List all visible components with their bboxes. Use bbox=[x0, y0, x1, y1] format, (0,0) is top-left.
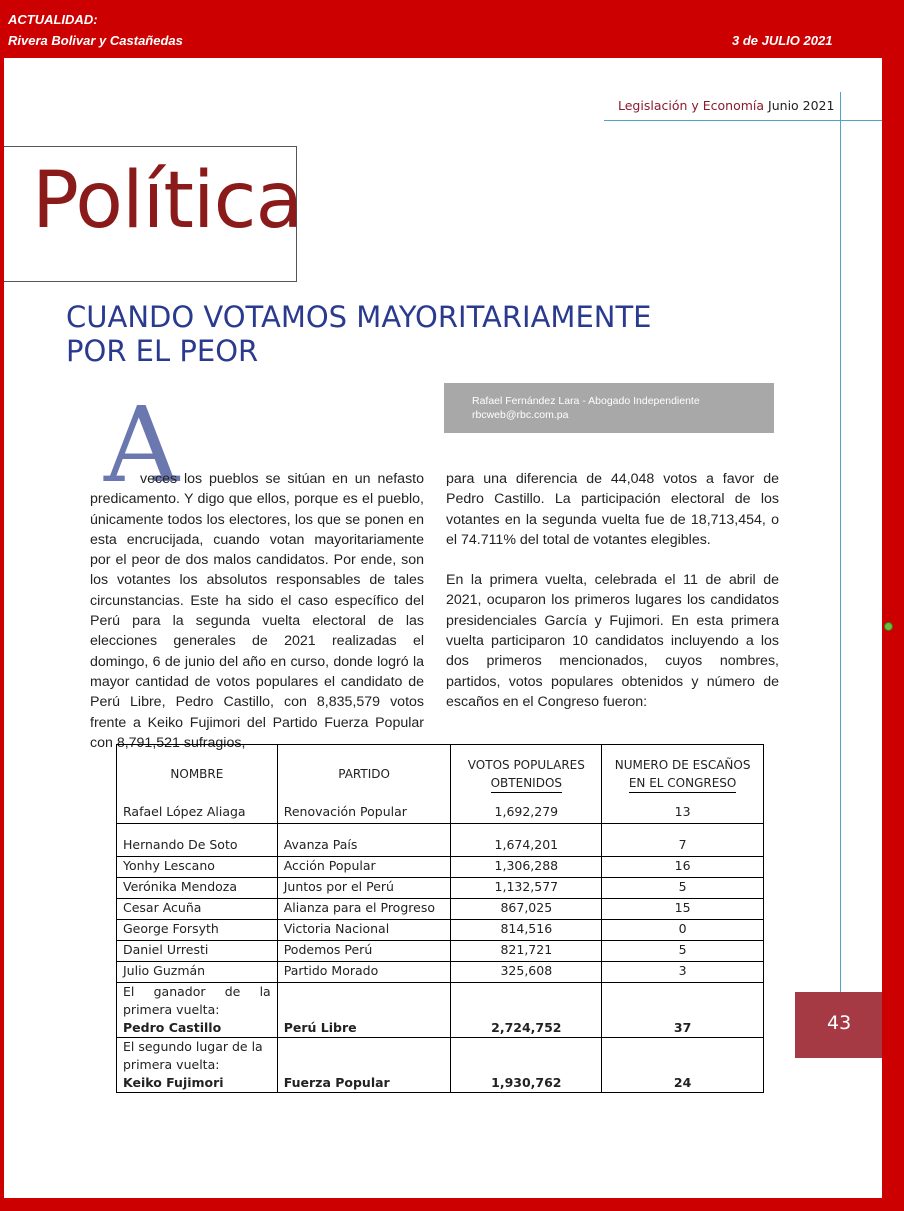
article-column-2 bbox=[446, 469, 779, 712]
article-column-1 bbox=[90, 469, 424, 753]
header-month: Junio 2021 bbox=[768, 98, 835, 113]
banner-date: 3 de JULIO 2021 bbox=[732, 33, 833, 48]
table-row: Cesar Acuña Alianza para el Progreso 867,025 15 bbox=[117, 899, 764, 920]
table-row-second: El segundo lugar de la primera vuelta: Keiko Fujimori Fuerza Popular 1,930,762 24 bbox=[117, 1038, 764, 1093]
header-nombre: NOMBRE bbox=[117, 745, 278, 804]
header-partido: PARTIDO bbox=[277, 745, 451, 804]
margin-rule bbox=[840, 92, 841, 1052]
title-line-2: POR EL PEOR bbox=[66, 334, 259, 368]
table-header-row bbox=[117, 745, 764, 804]
table-row: Julio Guzmán Partido Morado 325,608 3 bbox=[117, 962, 764, 983]
banner-label: ACTUALIDAD: bbox=[8, 12, 98, 27]
author-box bbox=[444, 383, 774, 433]
magazine-page bbox=[4, 58, 882, 1198]
table-row: Rafael López Aliaga Renovación Popular 1,692,279 13 bbox=[117, 803, 764, 824]
table-row: Verónika Mendoza Juntos por el Perú 1,132,577 5 bbox=[117, 878, 764, 899]
page-number: 43 bbox=[827, 1012, 852, 1034]
header-votos: VOTOS POPULARES OBTENIDOS bbox=[451, 745, 602, 804]
table-row: Yonhy Lescano Acción Popular 1,306,288 16 bbox=[117, 857, 764, 878]
header-section: Legislación y Economía bbox=[618, 98, 765, 113]
table-row: Hernando De Soto Avanza País 1,674,201 7 bbox=[117, 836, 764, 857]
header-escanos: NUMERO DE ESCAÑOS EN EL CONGRESO bbox=[602, 745, 764, 804]
table-row: George Forsyth Victoria Nacional 814,516 0 bbox=[117, 920, 764, 941]
author-email: rbcweb@rbc.com.pa bbox=[472, 409, 569, 421]
column-2-paragraph-2: En la primera vuelta, celebrada el 11 de abril de 2021, ocuparon los primeros lugares los candidatos presidenciales García y Fujimori. En esta primera vuelta participaron 10 candidatos incluyendo a los dos primeros mencionados, cuyos nombres, partidos, votos populares obtenidos y número de escaños en el Congreso fueron: bbox=[446, 572, 779, 710]
results-table bbox=[116, 744, 764, 1093]
column-1-text: veces los pueblos se sitúan en un nefasto predicamento. Y digo que ellos, porque es el pueblo, únicamente todos los electores, los que se ponen en esta encrucijada, cuando votan mayoritariamente por el peor de dos malos candidatos. Por ende, son los votantes los absolutos responsables de tales circunstancias. Este ha sido el caso específico del Perú para la segunda vuelta electoral de las elecciones generales de 2021 realizadas el domingo, 6 de junio del año en curso, donde logró la mayor cantidad de votos populares el candidato de Perú Libre, Pedro Castillo, con 8,835,579 votos frente a Keiko Fujimori del Partido Fuerza Popular con 8,791,521 sufragios, bbox=[90, 471, 424, 751]
column-2-paragraph-1: para una diferencia de 44,048 votos a favor de Pedro Castillo. La participación electoral de los votantes en la segunda vuelta fue de 18,713,454, o el 74.711% del total de votantes elegibles. bbox=[446, 471, 779, 548]
top-banner bbox=[0, 0, 904, 58]
table-row: Daniel Urresti Podemos Perú 821,721 5 bbox=[117, 941, 764, 962]
article-title bbox=[66, 300, 766, 368]
drop-cap: A bbox=[104, 384, 180, 506]
banner-authors: Rivera Bolivar y Castañedas bbox=[8, 33, 183, 48]
table-row-winner: El ganador de la primera vuelta: Pedro Castillo Perú Libre 2,724,752 37 bbox=[117, 983, 764, 1038]
running-header bbox=[618, 98, 834, 113]
title-line-1: CUANDO VOTAMOS MAYORITARIAMENTE bbox=[66, 300, 652, 334]
page-number-tab bbox=[795, 992, 882, 1058]
section-title: Política bbox=[32, 156, 303, 246]
author-name: Rafael Fernández Lara - Abogado Independiente bbox=[472, 395, 700, 407]
status-dot-icon bbox=[884, 622, 893, 631]
